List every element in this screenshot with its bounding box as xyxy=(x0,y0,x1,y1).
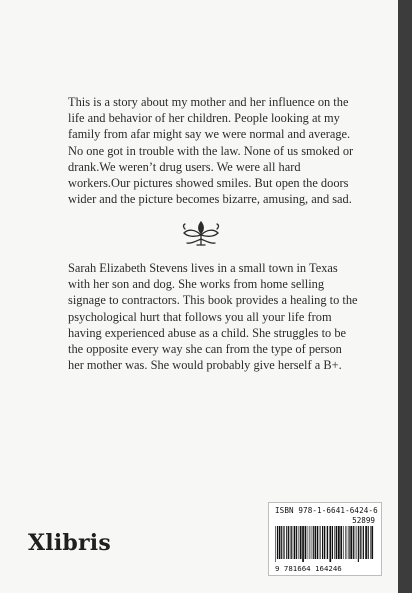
barcode-bar xyxy=(324,526,325,559)
barcode-bar xyxy=(288,526,289,559)
barcode-number: 9 781664 164246 xyxy=(275,564,342,573)
barcode-bar xyxy=(302,526,304,562)
barcode-bar xyxy=(294,526,296,559)
barcode-bar xyxy=(290,526,291,559)
page-edge xyxy=(398,0,412,593)
barcode-bar xyxy=(291,526,292,559)
barcode-bar xyxy=(315,526,317,559)
barcode-bar xyxy=(356,526,357,559)
barcode-bar xyxy=(305,526,307,559)
barcode-bar xyxy=(338,526,340,559)
barcode-bar xyxy=(299,526,300,559)
barcode-bar xyxy=(296,526,297,559)
barcode-bar xyxy=(310,526,311,559)
barcode-bar xyxy=(355,526,356,559)
barcode-bar xyxy=(349,526,350,559)
barcode-bars xyxy=(275,526,375,562)
barcode-bar xyxy=(283,526,284,559)
publisher-logo: Xlibris xyxy=(28,530,111,556)
barcode-bar xyxy=(371,526,373,559)
barcode-bar xyxy=(284,526,285,559)
barcode-bar xyxy=(317,526,318,559)
barcode-bar xyxy=(334,526,335,559)
barcode-bar xyxy=(347,526,348,559)
barcode-bar xyxy=(300,526,302,559)
isbn-barcode xyxy=(268,502,382,576)
barcode-bar xyxy=(350,526,352,559)
barcode-bar xyxy=(340,526,342,559)
barcode-bar xyxy=(326,526,327,559)
barcode-bar xyxy=(368,526,369,559)
synopsis-paragraph: This is a story about my mother and her influence on the life and behavior of her children. People looking at my family from afar might say we were normal and average. No one got in trouble with the law. None of us smoked or drank.We weren’t drug users. We were all hard workers.Our pictures showed smiles. But open the doors wider and the picture becomes bizarre, amusing, and sad. xyxy=(68,95,354,207)
barcode-bar xyxy=(363,526,364,559)
price-code: 52899 xyxy=(352,516,375,525)
barcode-bar xyxy=(319,526,320,559)
barcode-bar xyxy=(370,526,371,559)
barcode-bar xyxy=(336,526,338,559)
barcode-bar xyxy=(365,526,367,559)
barcode-bar xyxy=(345,526,346,559)
barcode-bar xyxy=(308,526,309,559)
barcode-bar xyxy=(311,526,312,559)
barcode-bar xyxy=(320,526,321,559)
barcode-bar xyxy=(343,526,344,559)
barcode-bar xyxy=(360,526,361,559)
barcode-bar xyxy=(281,526,282,559)
barcode-bar xyxy=(286,526,287,559)
barcode-bar xyxy=(313,526,314,559)
barcode-bar xyxy=(279,526,281,559)
barcode-bar xyxy=(358,526,359,562)
barcode-bar xyxy=(275,526,276,562)
author-bio-paragraph: Sarah Elizabeth Stevens lives in a small town in Texas with her son and dog. She works from home selling signage to contractors. This book provides a healing to the psychological hurt that follows you all your life from having experienced abuse as a child. She struggles to be the opposite every way she can from the type of person her mother was. She would probably give herself a B+. xyxy=(68,261,358,373)
barcode-bar xyxy=(362,526,363,559)
floral-ornament-icon xyxy=(179,218,223,248)
barcode-bar xyxy=(277,526,278,559)
barcode-bar xyxy=(353,526,354,559)
barcode-bar xyxy=(327,526,328,559)
barcode-bar xyxy=(329,526,331,562)
barcode-bar xyxy=(322,526,323,559)
barcode-bar xyxy=(332,526,333,559)
isbn-label: ISBN 978-1-6641-6424-6 xyxy=(275,506,378,515)
